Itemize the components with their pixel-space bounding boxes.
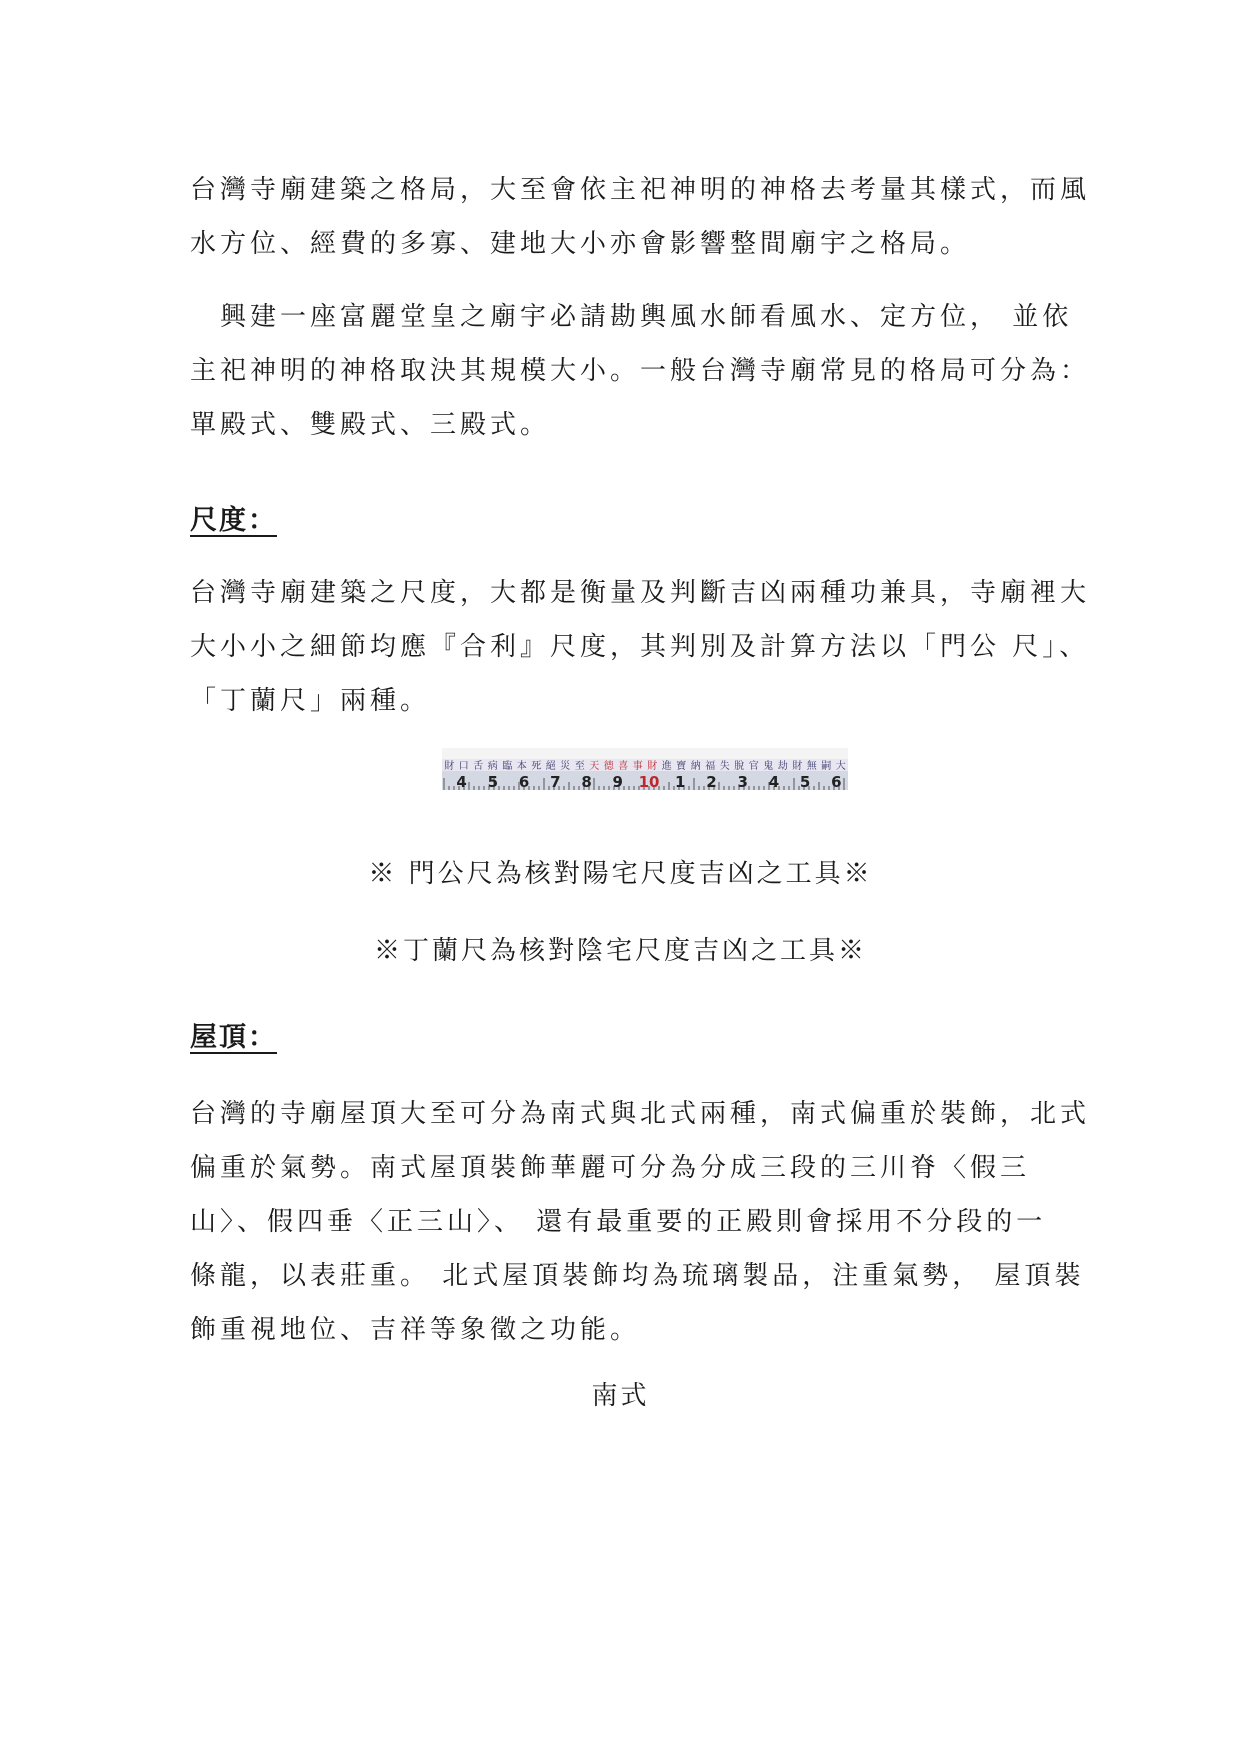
ruler-digit: 5 [487, 773, 499, 790]
text-line: 山〉、假四垂〈正三山〉、 還有最重要的正殿則會採用不分段的一 [190, 1207, 1047, 1237]
ruler-char: 脫 [734, 761, 745, 772]
ruler-char: 進 [661, 761, 672, 772]
section-heading-scale: 尺度： [190, 505, 277, 536]
ruler-char: 福 [705, 761, 716, 772]
ruler-digit: 3 [737, 773, 748, 790]
text-line: 「丁蘭尺」兩種。 [190, 686, 431, 716]
ruler-char: 舌 [473, 761, 484, 772]
text-line: 興建一座富麗堂皇之廟宇必請勘輿風水師看風水、定方位， 並依 [190, 302, 1073, 332]
text-line: 單殿式、雙殿式、三殿式。 [190, 410, 551, 440]
ruler-char: 災 [560, 761, 571, 772]
text-line: 條龍，以表莊重。 北式屋頂裝飾均為琉璃製品，注重氣勢， 屋頂裝 [190, 1261, 1085, 1291]
ruler-char: 絕 [545, 761, 556, 772]
ruler-digit: 8 [581, 773, 592, 790]
scale-paragraph [190, 566, 1091, 728]
ruler-char: 口 [458, 761, 469, 772]
layout-paragraph [190, 290, 1091, 452]
ruler-digit: 2 [706, 773, 717, 790]
text-line: 大小小之細節均應『合利』尺度，其判別及計算方法以「門公 尺」、 [190, 632, 1090, 662]
ruler-char: 失 [719, 761, 730, 772]
ruler-char: 至 [574, 761, 585, 772]
text-line: 水方位、經費的多寡、建地大小亦會影響整間廟宇之格局。 [190, 229, 971, 259]
ruler-char: 喜 [618, 761, 629, 772]
text-line: 飾重視地位、吉祥等象徵之功能。 [190, 1315, 641, 1345]
intro-paragraph [190, 163, 1091, 271]
section-heading-roof: 屋頂： [190, 1022, 277, 1053]
roof-paragraph [190, 1087, 1091, 1357]
ruler-char: 死 [531, 761, 542, 772]
ruler-digit: 7 [550, 773, 561, 790]
ruler-digit: 4 [456, 773, 467, 790]
ruler-digit: 9 [612, 773, 623, 790]
caption-dinglan-ruler: ※丁蘭尺為核對陰宅尺度吉凶之工具※ [373, 936, 867, 966]
ruler-char: 財 [647, 761, 658, 772]
ruler-digit: 4 [768, 773, 780, 790]
ruler-char: 嗣 [821, 761, 832, 772]
ruler-digit: 6 [831, 773, 842, 790]
ruler-char: 財 [792, 761, 803, 772]
ruler-char: 官 [748, 761, 759, 772]
caption-southern-style: 南式 [591, 1381, 650, 1411]
ruler-char: 無 [806, 761, 817, 772]
caption-door-ruler: ※ 門公尺為核對陽宅尺度吉凶之工具※ [368, 859, 873, 889]
ruler-photo [442, 748, 848, 790]
ruler-char: 財 [444, 761, 455, 772]
text-line: 偏重於氣勢。南式屋頂裝飾華麗可分為分成三段的三川脊〈假三 [190, 1153, 1031, 1183]
ruler-top-strip [442, 748, 848, 759]
text-line: 台灣寺廟建築之尺度，大都是衡量及判斷吉凶兩種功兼具，寺廟裡大 [190, 578, 1091, 608]
text-line: 主祀神明的神格取決其規模大小。一般台灣寺廟常見的格局可分為： [190, 356, 1091, 386]
ruler-char: 寶 [676, 761, 687, 772]
ruler-digit: 6 [518, 773, 530, 790]
ruler-char: 病 [487, 761, 498, 772]
text-line: 台灣的寺廟屋頂大至可分為南式與北式兩種，南式偏重於裝飾，北式 [190, 1099, 1091, 1129]
ruler-digit: 5 [799, 773, 811, 790]
ruler-char: 鬼 [763, 761, 774, 772]
ruler-char: 大 [835, 761, 846, 772]
ruler-char: 事 [632, 761, 643, 772]
ruler-char: 天 [589, 761, 600, 772]
ruler-digit: 10 [638, 773, 660, 790]
ruler-char: 納 [690, 761, 701, 772]
ruler-char: 本 [516, 761, 527, 772]
ruler-char: 劫 [777, 761, 788, 772]
ruler-char: 臨 [502, 761, 513, 772]
text-line: 台灣寺廟建築之格局，大至會依主祀神明的神格去考量其樣式，而風 [190, 175, 1091, 205]
ruler-digit: 1 [675, 773, 686, 790]
ruler-char: 德 [603, 761, 614, 772]
